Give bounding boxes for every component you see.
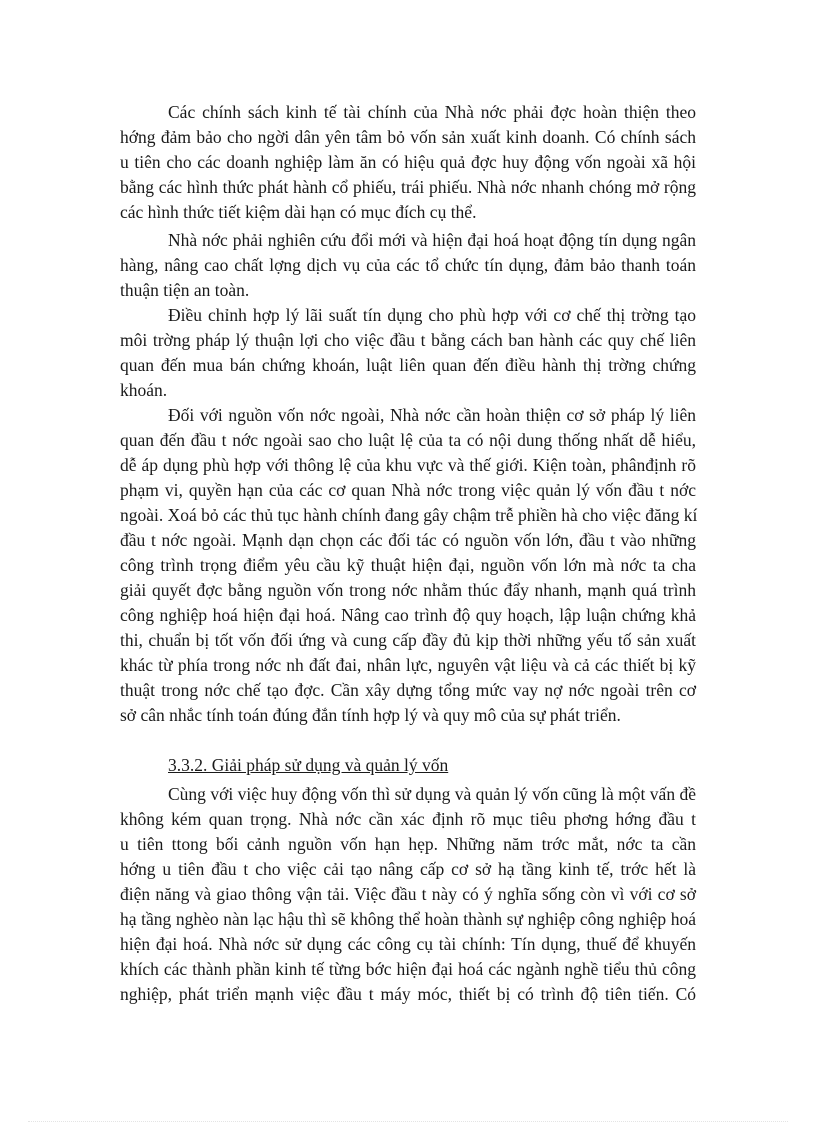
section-heading: 3.3.2. Giải pháp sử dụng và quản lý vốn xyxy=(168,755,449,775)
paragraph-4-line-13: sở cân nhắc tính toán đúng đắn tính hợp lý và quy mô của sự phát triển. xyxy=(120,705,621,725)
paragraph-4-line-5: ngoài. Xoá bỏ các thủ tục hành chính đang gây chậm trễ phiền hà cho việc đăng kí xyxy=(120,505,698,525)
section-paragraph-line-2: không kém quan trọng. Nhà nớc cần xác định rõ mục tiêu phơng hớng đầu t xyxy=(120,809,696,829)
paragraph-3-line-3: quan đến mua bán chứng khoán, luật liên quan đến điều hành thị trờng chứng xyxy=(120,355,696,375)
section-paragraph-line-5: điện năng và giao thông vận tải. Việc đầu t này có ý nghĩa sống còn vì với cơ sở xyxy=(120,884,696,904)
section-paragraph-line-6: hạ tầng nghèo nàn lạc hậu thì sẽ không thể hoàn thành sự nghiệp công nghiệp hoá xyxy=(120,909,696,929)
paragraph-3-line-1: Điều chỉnh hợp lý lãi suất tín dụng cho phù hợp với cơ chế thị trờng tạo xyxy=(168,305,696,325)
paragraph-4-line-11: khác từ phía trong nớc nh đất đai, nhân lực, nguyên vật liệu và cả các thiết bị kỹ xyxy=(120,655,696,675)
paragraph-3-line-2: môi trờng pháp lý thuận lợi cho việc đầu t bằng cách ban hành các quy chế liên xyxy=(120,330,696,350)
paragraph-2-line-3: thuận tiện an toàn. xyxy=(120,280,250,300)
paragraph-2-line-2: hàng, nâng cao chất lợng dịch vụ của các tổ chức tín dụng, đảm bảo thanh toán xyxy=(120,255,696,275)
paragraph-4-line-1: Đối với nguồn vốn nớc ngoài, Nhà nớc cần hoàn thiện cơ sở pháp lý liên xyxy=(168,405,696,425)
section-paragraph-line-9: nghiệp, phát triển mạnh việc đầu t máy móc, thiết bị có trình độ tiên tiến. Có xyxy=(120,984,696,1004)
section-paragraph-line-4: hớng u tiên đầu t cho việc cải tạo nâng cấp cơ sở hạ tầng kinh tế, trớc hết là xyxy=(120,859,696,879)
paragraph-1-line-5: các hình thức tiết kiệm dài hạn có mục đích cụ thể. xyxy=(120,202,477,222)
section-paragraph-line-1: Cùng với việc huy động vốn thì sử dụng và quản lý vốn cũng là một vấn đề xyxy=(168,784,696,804)
paragraph-4-line-7: công trình trọng điểm yêu cầu kỹ thuật hiện đại, nguồn vốn lớn mà nớc ta cha xyxy=(120,555,696,575)
section-paragraph-line-7: hiện đại hoá. Nhà nớc sử dụng các công cụ tài chính: Tín dụng, thuế để khuyến xyxy=(120,934,696,954)
paragraph-1-line-2: hớng đảm bảo cho ngời dân yên tâm bỏ vốn sản xuất kinh doanh. Có chính sách xyxy=(120,127,696,147)
paragraph-4-line-12: thuật trong nớc chế tạo đợc. Cần xây dựng tổng mức vay nợ nớc ngoài trên cơ xyxy=(120,680,696,700)
paragraph-1-line-1: Các chính sách kinh tế tài chính của Nhà nớc phải đợc hoàn thiện theo xyxy=(168,102,696,122)
paragraph-2-line-1: Nhà nớc phải nghiên cứu đổi mới và hiện đại hoá hoạt động tín dụng ngân xyxy=(168,230,696,250)
paragraph-4-line-10: thi, chuẩn bị tốt vốn đối ứng và cung cấp đầy đủ kịp thời những yếu tố sản xuất xyxy=(120,630,696,650)
paragraph-4-line-3: dễ áp dụng phù hợp với thông lệ của khu vực và thế giới. Kiện toàn, phânđịnh rõ xyxy=(120,455,696,475)
paragraph-3-line-4: khoán. xyxy=(120,380,168,400)
paragraph-4-line-2: quan đến đầu t nớc ngoài sao cho luật lệ của ta có nội dung thống nhất dễ hiểu, xyxy=(120,430,696,450)
section-paragraph-line-8: khích các thành phần kinh tế từng bớc hiện đại hoá các ngành nghề tiểu thủ công xyxy=(120,959,696,979)
paragraph-4-line-8: giải quyết đợc bằng nguồn vốn trong nớc nhằm thúc đẩy nhanh, mạnh quá trình xyxy=(120,580,696,600)
paragraph-1-line-4: bằng các hình thức phát hành cổ phiếu, trái phiếu. Nhà nớc nhanh chóng mở rộng xyxy=(120,177,696,197)
section-paragraph-line-3: u tiên ttong bối cảnh nguồn vốn hạn hẹp. Những năm trớc mắt, nớc ta cần xyxy=(120,834,696,854)
page-bottom-rule xyxy=(28,1121,788,1122)
paragraph-4-line-9: công nghiệp hoá hiện đại hoá. Nâng cao trình độ quy hoạch, lập luận chứng khả xyxy=(120,605,696,625)
paragraph-1-line-3: u tiên cho các doanh nghiệp làm ăn có hiệu quả đợc huy động vốn ngoài xã hội xyxy=(120,152,696,172)
paragraph-4-line-6: đầu t nớc ngoài. Mạnh dạn chọn các đối tác có nguồn vốn lớn, đầu t vào những xyxy=(120,530,696,550)
paragraph-4-line-4: phạm vi, quyền hạn của các cơ quan Nhà nớc trong việc quản lý vốn đầu t nớc xyxy=(120,480,696,500)
